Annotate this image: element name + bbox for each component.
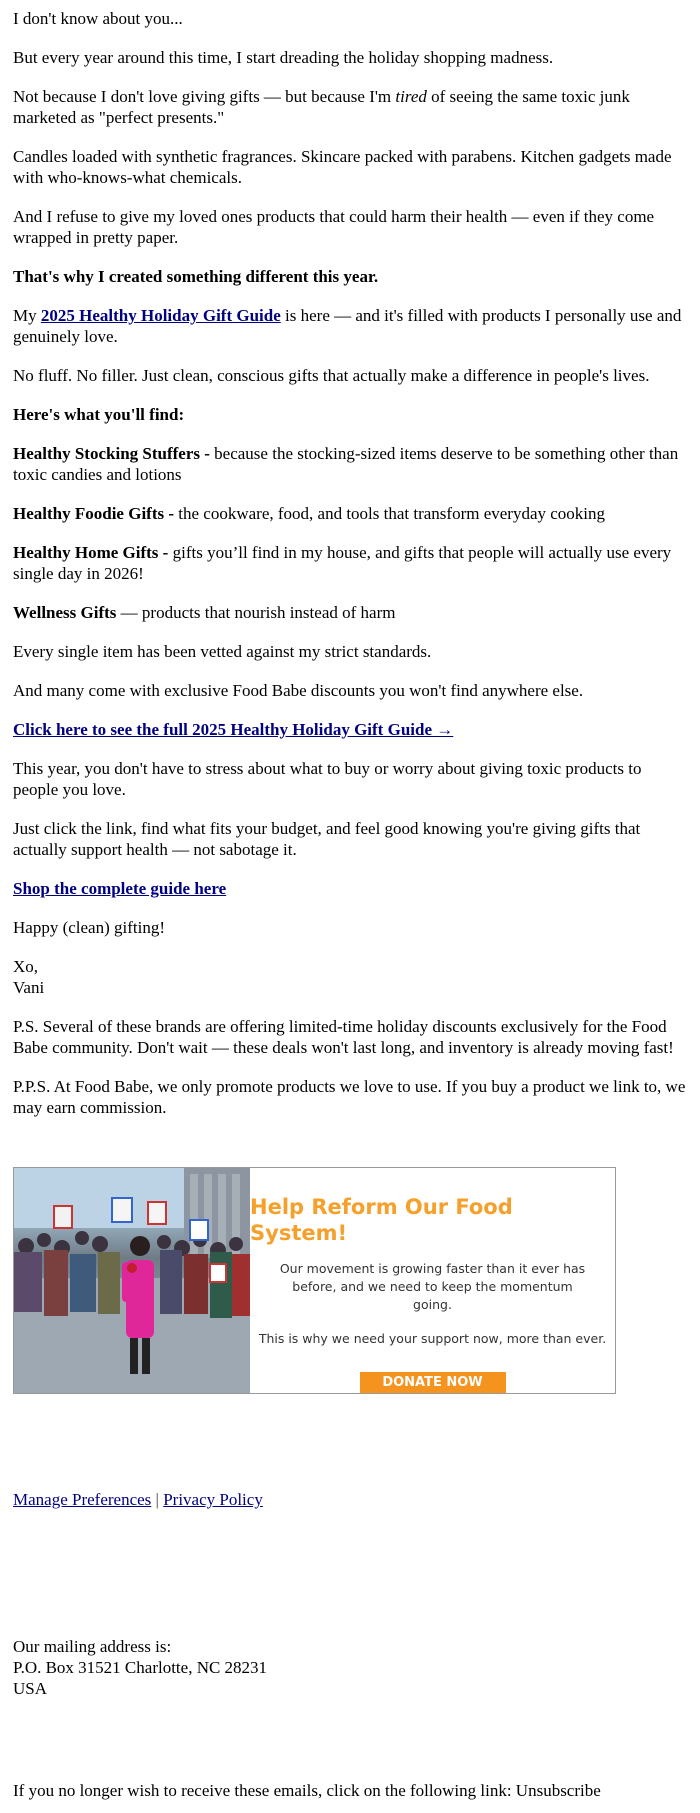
paragraph-no-fluff: No fluff. No filler. Just clean, conscious gifts that actually make a difference in people's lives.	[13, 366, 650, 385]
banner-title: Help Reform Our Food System!	[250, 1195, 513, 1245]
bold-text: That's why I created something different this year.	[13, 267, 379, 286]
signoff: Xo,	[13, 957, 39, 976]
category-text: gifts you’ll find in my house, and gifts that people will actually use every single day in 2026!	[13, 543, 672, 583]
paragraph-discounts: And many come with exclusive Food Babe discounts you won't find anywhere else.	[13, 681, 584, 700]
paragraph-candles: Candles loaded with synthetic fragrances. Skincare packed with parabens. Kitchen gadgets made with who-knows-what chemicals.	[13, 147, 672, 187]
paragraph-happy: Happy (clean) gifting!	[13, 918, 165, 937]
mailing-line-1: P.O. Box 31521 Charlotte, NC 28231	[13, 1658, 268, 1677]
category-text: the cookware, food, and tools that transform everyday cooking	[174, 504, 606, 523]
rally-illustration	[14, 1168, 250, 1393]
unsubscribe-line[interactable]: If you no longer wish to receive these emails, click on the following link: Unsubscribe	[13, 1781, 601, 1800]
donate-now-button[interactable]: DONATE NOW	[360, 1372, 506, 1393]
mailing-address	[13, 1636, 267, 1699]
text: is here — and it's filled with products I personally use and genuinely love.	[13, 306, 682, 346]
post-postscript: P.P.S. At Food Babe, we only promote products we love to use. If you buy a product we link to, we may earn commission.	[13, 1077, 686, 1117]
category-wellness	[13, 602, 687, 623]
paragraph-refuse: And I refuse to give my loved ones products that could harm their health — even if they come wrapped in pretty paper.	[13, 207, 655, 247]
paragraph-vetted: Every single item has been vetted against my strict standards.	[13, 642, 432, 661]
paragraph-different	[13, 266, 687, 287]
paragraph-click: Just click the link, find what fits your budget, and feel good knowing you're giving gifts that actually support health — not sabotage it.	[13, 819, 641, 859]
category-stocking	[13, 443, 687, 485]
signer-name: Vani	[13, 978, 45, 997]
text: My	[13, 306, 41, 325]
link-separator: |	[155, 1490, 159, 1509]
privacy-policy-link[interactable]: Privacy Policy	[163, 1490, 263, 1509]
category-home	[13, 542, 687, 584]
category-title: Healthy Home Gifts -	[13, 543, 169, 562]
footer-links	[13, 1489, 263, 1510]
manage-preferences-link[interactable]: Manage Preferences	[13, 1490, 152, 1509]
donate-banner[interactable]	[13, 1167, 616, 1394]
category-text: — products that nourish instead of harm	[116, 603, 396, 622]
category-foodie	[13, 503, 687, 524]
text: Not because I don't love giving gifts — but because I'm	[13, 87, 396, 106]
rally-photo	[14, 1168, 250, 1393]
mailing-label: Our mailing address is:	[13, 1637, 172, 1656]
paragraph-stress: This year, you don't have to stress about what to buy or worry about giving toxic products to people you love.	[13, 759, 642, 799]
donate-promo	[250, 1168, 615, 1393]
category-title: Healthy Foodie Gifts -	[13, 504, 175, 523]
gift-guide-link[interactable]	[41, 306, 281, 325]
category-text: because the stocking-sized items deserve to be something other than toxic candies and lotions	[13, 444, 679, 484]
paragraph-find	[13, 404, 687, 425]
postscript: P.S. Several of these brands are offering limited-time holiday discounts exclusively for the Food Babe community. Don't wait — these deals won't last long, and inventory is already moving fast!	[13, 1017, 674, 1057]
paragraph-dread: But every year around this time, I start dreading the holiday shopping madness.	[13, 48, 554, 67]
category-title: Wellness Gifts	[13, 603, 117, 622]
emphasis-tired: tired	[395, 87, 427, 106]
intro-line: I don't know about you...	[13, 9, 183, 28]
banner-support: This is why we need your support now, more than ever.	[258, 1331, 607, 1346]
link-text: Shop the complete guide here	[13, 879, 227, 898]
text: of seeing the same toxic junk marketed as "perfect presents."	[13, 87, 630, 127]
signature	[13, 956, 687, 998]
paragraph-guide	[13, 305, 687, 347]
mailing-line-2: USA	[13, 1679, 48, 1698]
banner-body: Our movement is growing faster than it ever has before, and we need to keep the momentum going.	[279, 1261, 586, 1312]
shop-guide-link[interactable]	[13, 879, 226, 898]
bold-text: Here's what you'll find:	[13, 405, 185, 424]
cta-full-guide	[13, 719, 687, 740]
link-text: 2025 Healthy Holiday Gift Guide	[40, 306, 281, 325]
cta-shop-guide	[13, 878, 687, 899]
category-title: Healthy Stocking Stuffers -	[13, 444, 210, 463]
paragraph-tired	[13, 86, 687, 128]
full-guide-link[interactable]	[13, 720, 453, 739]
link-text: Click here to see the full 2025 Healthy Holiday Gift Guide →	[13, 720, 454, 739]
